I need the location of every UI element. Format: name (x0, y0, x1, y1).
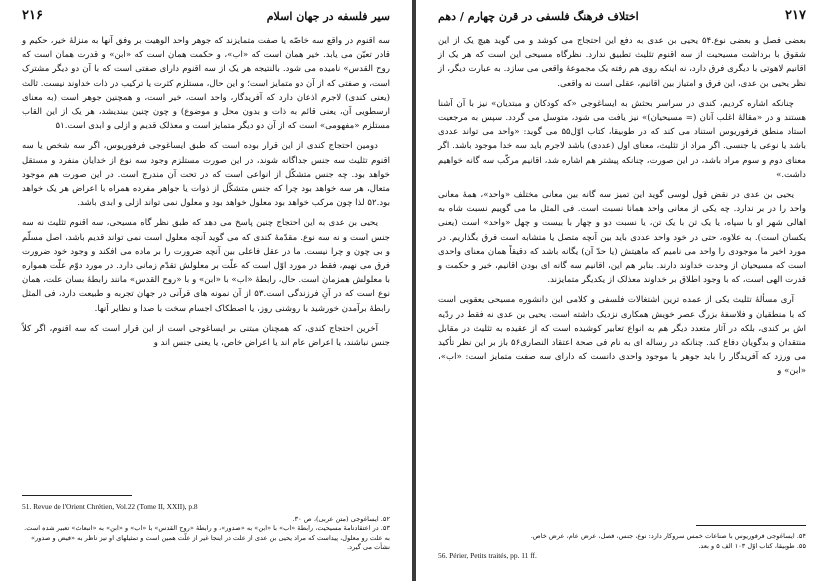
left-page (0, 0, 412, 581)
left-page-header (22, 10, 390, 26)
running-head: اختلاف فرهنگ فلسفی در قرن چهارم / دهم (438, 10, 639, 23)
left-page-body (22, 34, 390, 356)
footnotes (438, 532, 806, 564)
paragraph: بعضی فصل و بعضی نوع.۵۴ یحیی بن عدی به دفع این احتجاج می کوشد و می گوید هیچ یک از این شقوق با برداشت مسیحیت از سه اقنوم تثلیث تطبیق ندارد. نظرگاه مسیحی این است که هر یک از اقانیم لاهوتی با دیگری فرق دارد، نه اینکه روی هم رفته یک مجموعهٔ واقعی می سازد. به عبارت دیگر، از نظر یحیی بن عدی، این فرق و امتیاز بین اقانیم، عقلی است نه واقعی. (438, 36, 806, 89)
paragraph: آری مسألهٔ تثلیث یکی از عمده ترین اشتغالات فلسفی و کلامی این دانشوره مسیحی یعقوبی است که با منطقیان و فلاسفهٔ بزرگ عصر خویش همکاری نزدیک داشته است. یحیی بن عدی نه فقط در ردّیه اش بر کندی، بلکه در آثار متعدد دیگر هم به انواع تعابیر کوشیده است که از عقیده به تثلیث در مقابل منتقدان و بدگویان دفاع کند. چنانکه در رساله ای به نام فی صحة اعتقاد النصاری۵۶ باز بر این نظر تأکید می ورزد که آفریدگار را باید جوهر یا موجود واحدی دانست که دارای سه صفت متمایز است: «اب»، «ابن» و (438, 295, 806, 377)
paragraph: یحیی بن عدی در نقض قول لوسی گوید این تمیز سه گانه بین معانی مختلف «واحد»، همهٔ معانی واحد را در بر ندارد. چه یکی از معانی واحد همانا نسبت است. فی المثل ما می گوییم نسبت شاه به اهالی شهر او با سپاه، یا یک تن با یک تن، یا نسبت دو و چهار با بیست و چهل «واحد» است (یعنی یکسان است). به علاوه، حتی در خود واحد عددی باید بین آنچه متصل یا متشابه است فرق بگذاریم. در مورد اخیر ما موجودی را واحد می نامیم که ماهیتش (یا حدّ آن) یگانه باشد که دقیقاً همان معنای واحدی است که مسیحیان از وحدت خداوند دارند. بنابر هم این، اقانیم سه گانه ای بودن اقانیم، خیر و حکمت و قدرت الهی است، که با وجود اطلاق بر خداوند معذلک از یکدیگر متمایزند. (438, 190, 806, 286)
paragraph: یحیی بن عدی به این احتجاج چنین پاسخ می دهد که طبق نظر گاه مسیحی، سه اقنوم تثلیث نه سه جنس است و نه سه نوع. مقدّمهٔ کندی که می گوید آنچه معلول است نمی تواند قدیم باشد، اصل مسلّم و بی چون و چرا نیست. ما در عقل فاعلی بین آنچه ضرورت را بر ماده می افکند و وجود خود ضرورت فرق می نهیم، فقط در مورد اوّل است که علّت بر معلولش تقدّم زمانی دارد. در مورد دوّم علّت همواره با معلولش همزمان است. حال، رابطهٔ «اب» با «ابن» و با «روح القدس» مانند رابطهٔ بسان علت، همان نوع است که در آنِ فرزندگی است.۵۳ از آن نمونه های قرآنی در جهان تجربه و طبیعت دارد، فی المثل رابطهٔ برآمدن خورشید با روشنی روز، یا اصطکاک اجسام سخت با صدا و نظایر آنها. (22, 218, 390, 314)
page-number: ۲۱۷ (785, 8, 806, 23)
footnote: 56. Périer, Petits traités, pp. 11 ff. (438, 551, 537, 561)
footnote-rule (696, 525, 806, 526)
footnote-rule (22, 495, 132, 496)
footnote: ۵۲. ایساغوجی (متن عربی)، ص ۳۰. (292, 514, 390, 523)
paragraph: چنانکه اشاره کردیم، کندی در سراسر بحثش به ایساغوجی «که کودکان و مبتدیان» نیز با آن آشنا هستند و در «مقالهٔ اغلب آنان (= مسیحیان)» نیز یافت می شود، متوسل می گردد. سپس به مرجعیت استاد منطق فرفوریوس استناد می کند که در طوبیقا، کتاب اوّل۵۵ می گوید: «واحد می تواند عددی باشد یا نوعی یا جنسی. اگر مراد از تثلیث، معنای اول (عددی) باشد لاجرم باید سه خدا موجود باشد. اگر معنای دوم و سوم مراد باشد، در این صورت، چنانکه پیشتر هم اشاره شد، اقانیم مرکّب سه گانه خواهیم داشت.» (438, 98, 807, 180)
right-page (416, 0, 828, 581)
right-page-header (438, 10, 806, 26)
paragraph: سه اقنوم در واقع سه خاصّه یا صفت متمایزند که جوهر واحد الوهیت بر وفق آنها به منزلهٔ خیر، حکیم و قادر تعیّن می یابد. خیر همان است که «اب»، و حکمت همان است که «ابن» و قدرت همان است که روح القدس» نامیده می شود. بالنتیجه هر یک از سه اقنوم دارای صفتی است که با آن دو دیگر مشترک است، و صفتی که از آن دو متمایز است؛ و این حال، مستلزم کثرت یا ترکیب در ذات خداوند نیست. ثالث (یعنی کندی) لاجرم اذعان دارد که آفریدگار، واحد است، خیر است، و همچنین جوهر است (به معنای ارسطویی آن، یعنی قائم به ذات و بدون محل و موضوع) و چون چنین بیندیشد، هر یک از این القاب مستلزم «مفهومی» است که از آن دو دیگر متمایز است و معذلک قدیم و ازلی و ابدی است.۵۱ (22, 36, 390, 132)
paragraph: آخرین احتجاج کندی، که همچنان مبتنی بر ایساغوجی است از این قرار است که سه اقنوم، اگر کلاً جنس نباشند، یا اعراض عام اند یا اعراض خاص، یا یعنی جنس اند و (22, 323, 390, 349)
footnotes (22, 502, 390, 553)
footnote: ۵۴. ایساغوجی فرفوریوس با صناعات خمس سروکار دارد: نوع، جنس، فصل، عرض عام، عرض خاص. (530, 532, 806, 540)
footnote: ۵۳. در اعتقادنامهٔ مسیحیت، رابطهٔ «اب» با «ابن» به «صدور»، و رابطهٔ «روح القدس» با «اب» و «ابن» به «انبعاث» تعبیر شده است. به علت رو معلول، پیداست که مراد یحیی بن عدی از علت در اینجا غیر از علّت همین است و تمثیلهای او نیز ناظر به «فیض و صدور» نشأت می گیرد. (24, 524, 390, 552)
footnote: ۵۵. طوبیقا، کتاب اوّل ۱۰۳ الف ۵ و بعد. (698, 541, 806, 550)
paragraph: دومین احتجاج کندی از این قرار بوده است که طبق ایساغوجی فرفوریوس، اگر سه شخص یا سه اقنوم تثلیث سه جنس جداگانه شوند، در این صورت مستلزم وجود سه نوع از خدایان منفرد و مستقل خواهد بود. چه جنس متشکّل از انواعی است که در تحت آن مندرج است. در این صورت هم موجود متعال، هر سه خواهد بود چرا که جنس متشکّل از ذوات یا جواهر مفرده همراه با اعراض هر یک خواهد بود.۵۲ لذا چون مرکب خواهد بود معلول خواهد بود و معلول نمی تواند ازلی و ابدی باشد. (22, 141, 390, 209)
running-head: سیر فلسفه در جهان اسلام (266, 10, 390, 23)
page-number: ۲۱۶ (22, 8, 43, 23)
footnote: 51. Revue de l'Orient Chrétien, Vol.22 (Tome II, XXII), p.8 (22, 502, 198, 511)
right-page-body (438, 34, 806, 385)
